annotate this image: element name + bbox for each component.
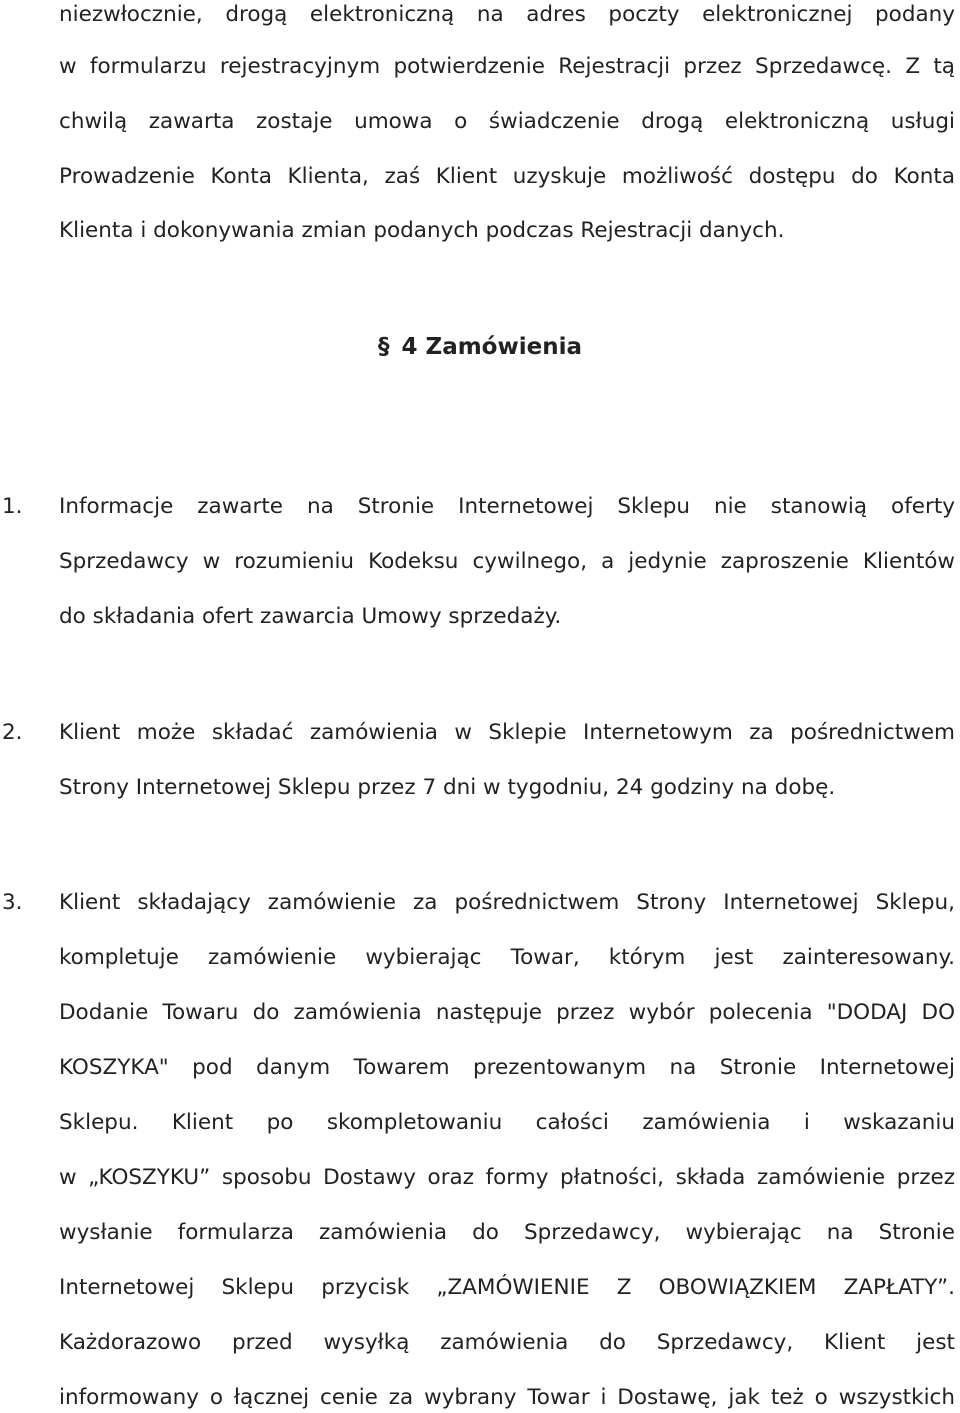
item-line: Klient składający zamówienie za pośrednictwem Strony Internetowej Sklepu, bbox=[59, 890, 955, 915]
item-line: informowany o łącznej cenie za wybrany Towar i Dostawę, jak też o wszystkich bbox=[59, 1385, 955, 1410]
item-line: Sklepu. Klient po skompletowaniu całości zamówienia i wskazaniu bbox=[59, 1110, 955, 1135]
item-line: Informacje zawarte na Stronie Internetowej Sklepu nie stanowią oferty bbox=[59, 494, 955, 519]
item-line: Każdorazowo przed wysyłką zamówienia do Sprzedawcy, Klient jest bbox=[59, 1330, 955, 1355]
item-line: Internetowej Sklepu przycisk „ZAMÓWIENIE Z OBOWIĄZKIEM ZAPŁATY”. bbox=[59, 1275, 955, 1300]
item-line: KOSZYKA" pod danym Towarem prezentowanym na Stronie Internetowej bbox=[59, 1055, 955, 1080]
section-symbol: § bbox=[378, 334, 390, 360]
intro-line: Prowadzenie Konta Klienta, zaś Klient uzyskuje możliwość dostępu do Konta bbox=[59, 164, 955, 189]
section-title: 4 Zamówienia bbox=[401, 334, 582, 360]
intro-line: Klienta i dokonywania zmian podanych podczas Rejestracji danych. bbox=[59, 218, 785, 243]
item-number: 2. bbox=[2, 720, 23, 745]
item-line: w „KOSZYKU” sposobu Dostawy oraz formy płatności, składa zamówienie przez bbox=[59, 1165, 955, 1190]
intro-line: niezwłocznie, drogą elektroniczną na adres poczty elektronicznej podany bbox=[59, 2, 955, 27]
item-number: 1. bbox=[2, 494, 23, 519]
item-line: Klient może składać zamówienia w Sklepie Internetowym za pośrednictwem bbox=[59, 720, 955, 745]
item-line: Sprzedawcy w rozumieniu Kodeksu cywilnego, a jedynie zaproszenie Klientów bbox=[59, 549, 955, 574]
intro-line: w formularzu rejestracyjnym potwierdzenie Rejestracji przez Sprzedawcę. Z tą bbox=[59, 54, 955, 79]
item-line: Dodanie Towaru do zamówienia następuje przez wybór polecenia "DODAJ DO bbox=[59, 1000, 955, 1025]
item-line: do składania ofert zawarcia Umowy sprzedaży. bbox=[59, 604, 562, 629]
item-number: 3. bbox=[2, 890, 23, 915]
intro-line: chwilą zawarta zostaje umowa o świadczenie drogą elektroniczną usługi bbox=[59, 109, 955, 134]
section-heading bbox=[0, 332, 960, 362]
item-line: wysłanie formularza zamówienia do Sprzedawcy, wybierając na Stronie bbox=[59, 1220, 955, 1245]
item-line: kompletuje zamówienie wybierając Towar, którym jest zainteresowany. bbox=[59, 945, 955, 970]
item-line: Strony Internetowej Sklepu przez 7 dni w tygodniu, 24 godziny na dobę. bbox=[59, 775, 836, 800]
